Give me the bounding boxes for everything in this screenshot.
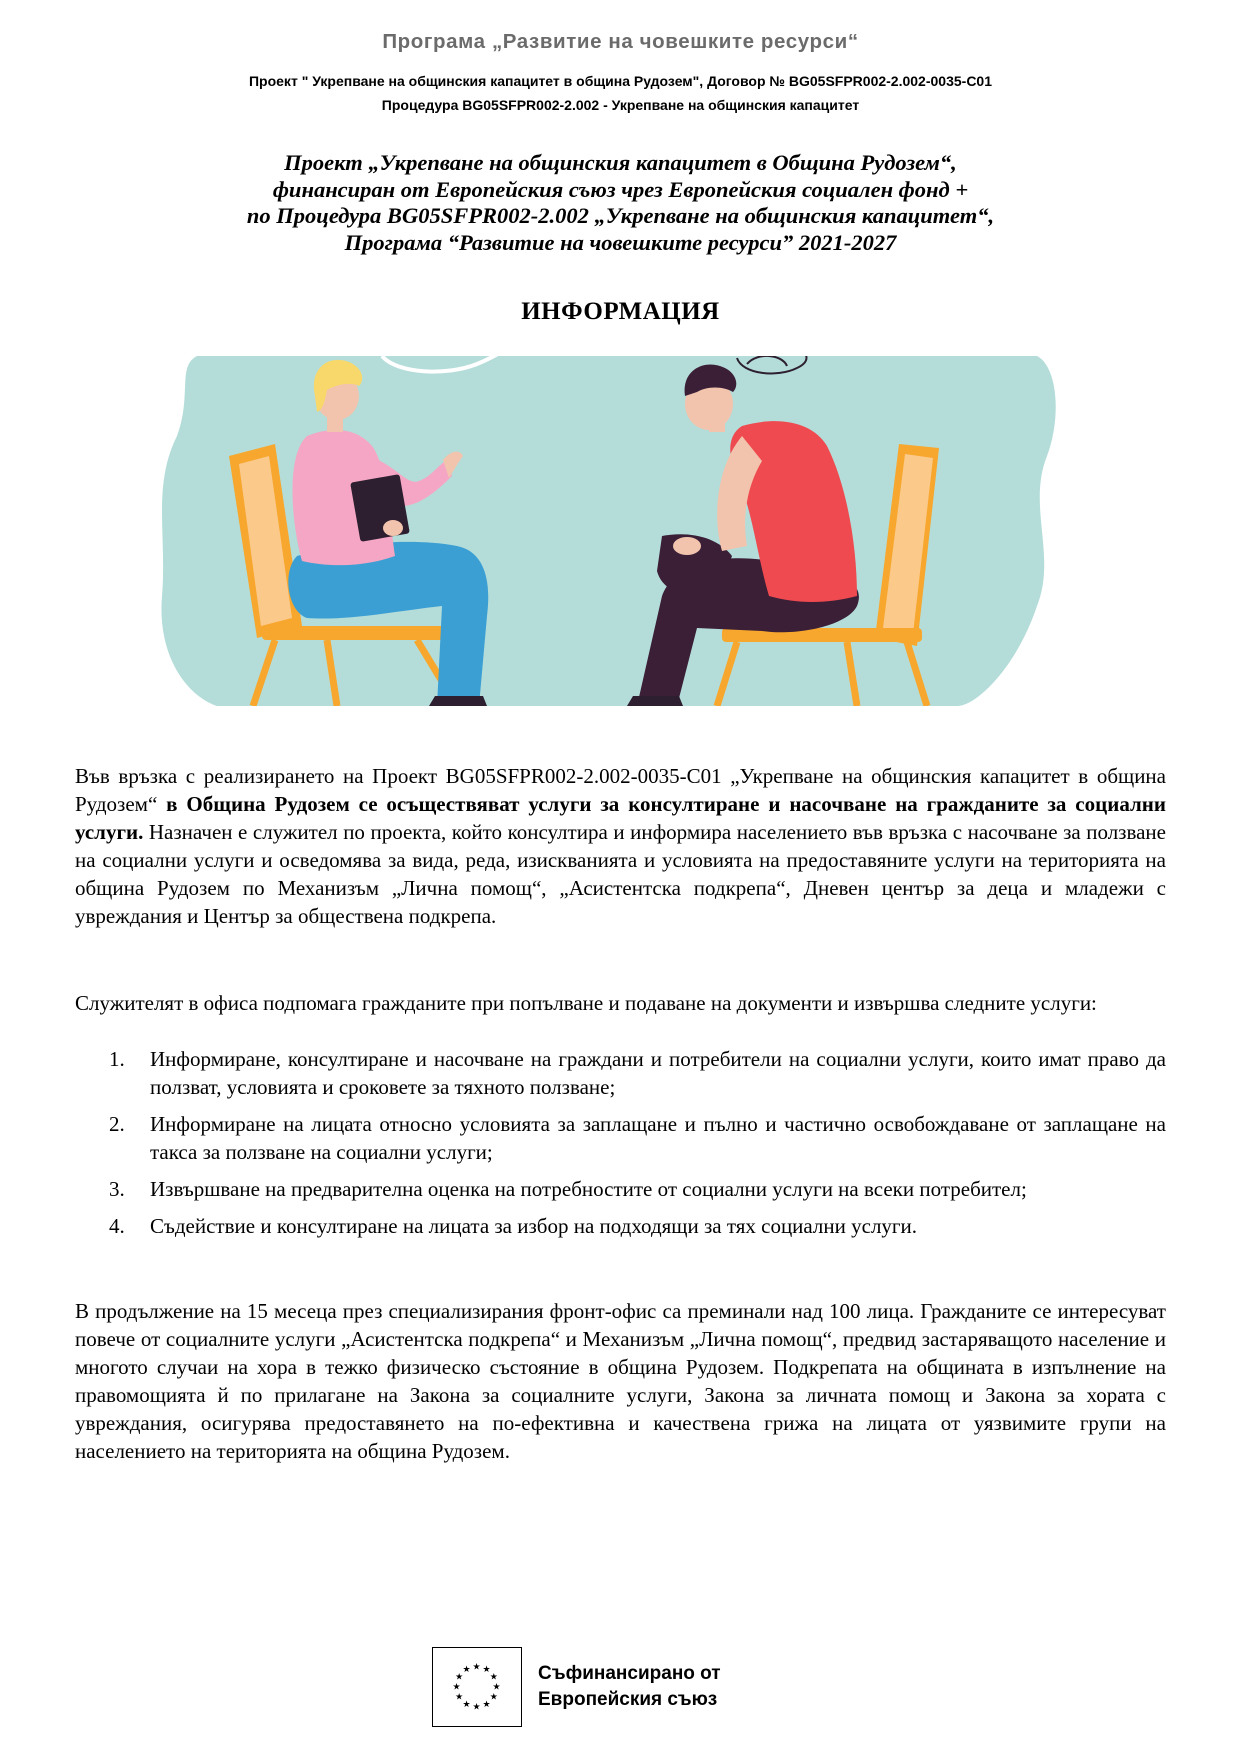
eu-cofunded-text <box>538 1661 721 1713</box>
eu-star-icon: ★ <box>489 1672 498 1683</box>
list-item <box>75 1175 1166 1203</box>
eu-star-icon: ★ <box>489 1692 498 1703</box>
program-title: Програма „Развитие на човешките ресурси“ <box>382 30 859 53</box>
list-item-number: 1. <box>109 1047 125 1071</box>
eu-star-icon: ★ <box>482 1665 491 1676</box>
list-item-text: Информиране на лицата относно условията за заплащане и пълно и частично освобождаване от заплащане на такса за ползване на социални услуги; <box>150 1112 1166 1164</box>
list-item-text: Съдействие и консултиране на лицата за избор на подходящи за тях социални услуги. <box>150 1214 918 1238</box>
eu-star-icon: ★ <box>472 1662 481 1673</box>
eu-star-icon: ★ <box>472 1702 481 1713</box>
paragraph-results-text: В продължение на 15 месеца през специализирания фронт-офис са преминали над 100 лица. Гражданите се интересуват повече от социалните услуги „Асистентска подкрепа“ и Механизъм „Лична помощ“, предвид застаряващото население и многото случаи на хора в тежко физическо състояние в община Рудозем. Подкрепата на общината в изпълнение на правомощията й по прилагане на Закона за социалните услуги, Закона за личната помощ и Закона за хората с увреждания, осигурява предоставянето на по-ефективна и качествена грижа на лицата от уязвимите групи на населението на територията на община Рудозем. <box>75 1299 1166 1463</box>
project-line-2: финансиран от Европейския съюз чрез Европейския социален фонд + <box>272 176 969 202</box>
list-item <box>75 1110 1166 1166</box>
paragraph-services-intro <box>75 989 1166 1017</box>
paragraph-intro-start: Във връзка с реализирането на Проект BG05SFPR002-2.002-0035-C01 „Укрепване на общинския капацитет в община Рудозем“ <box>75 764 1166 816</box>
info-heading: ИНФОРМАЦИЯ <box>521 298 720 325</box>
eu-flag-icon <box>432 1647 522 1727</box>
eu-star-icon: ★ <box>492 1682 501 1693</box>
project-description-block <box>0 150 1241 256</box>
list-item-number: 2. <box>109 1112 125 1136</box>
eu-star-icon: ★ <box>455 1672 464 1683</box>
procedure-line: Процедура BG05SFPR002-2.002 - Укрепване на общинския капацитет <box>381 97 860 113</box>
paragraph-intro-rest: Назначен е служител по проекта, който консултира и информира населението във връзка с насочване за ползване на социални услуги и осведомява за вида, реда, изискванията и условията на предоставяните услуги на територията на община Рудозем по Механизъм „Лична помощ“, „Асистентска подкрепа“, Дневен център за деца и младежи с увреждания и Център за обществена подкрепа. <box>75 820 1166 928</box>
eu-text-line-2: Европейския съюз <box>538 1689 718 1710</box>
eu-star-icon: ★ <box>452 1682 461 1693</box>
eu-cofunded-logo <box>432 1647 824 1727</box>
list-item-number: 4. <box>109 1214 125 1238</box>
eu-text-line-1: Съфинансирано от <box>538 1663 721 1684</box>
eu-star-icon: ★ <box>482 1699 491 1710</box>
list-item-text: Информиране, консултиране и насочване на граждани и потребители на социални услуги, които имат право да ползват, условията и сроковете за тяхното ползване; <box>150 1047 1166 1099</box>
project-contract-line: Проект " Укрепване на общинския капацитет в община Рудозем", Договор № BG05SFPR002-2.002-0035-C01 <box>248 73 992 89</box>
eu-star-icon: ★ <box>462 1665 471 1676</box>
list-item <box>75 1045 1166 1101</box>
eu-star-icon: ★ <box>462 1699 471 1710</box>
paragraph-intro <box>75 762 1166 930</box>
services-list <box>75 1045 1166 1249</box>
consultation-illustration <box>157 356 1085 706</box>
eu-star-icon: ★ <box>455 1692 464 1703</box>
list-item <box>75 1212 1166 1240</box>
paragraph-results <box>75 1297 1166 1465</box>
project-line-3: по Процедура BG05SFPR002-2.002 „Укрепване на общинския капацитет“, <box>246 203 995 228</box>
paragraph-services-text: Служителят в офиса подпомага гражданите при попълване и подаване на документи и извършва следните услуги: <box>75 991 1097 1015</box>
project-line-4: Програма “Развитие на човешките ресурси” 2021-2027 <box>344 229 897 255</box>
project-line-1: Проект „Укрепване на общинския капацитет в Община Рудозем“, <box>284 150 957 175</box>
eu-stars-circle-icon <box>433 1648 520 1725</box>
paragraph-intro-bold: в Община Рудозем се осъществяват услуги за консултиране и насочване на гражданите за социални услуги. <box>75 792 1166 844</box>
list-item-number: 3. <box>109 1177 125 1201</box>
list-item-text: Извършване на предварителна оценка на потребностите от социални услуги на всеки потребител; <box>150 1177 1027 1201</box>
